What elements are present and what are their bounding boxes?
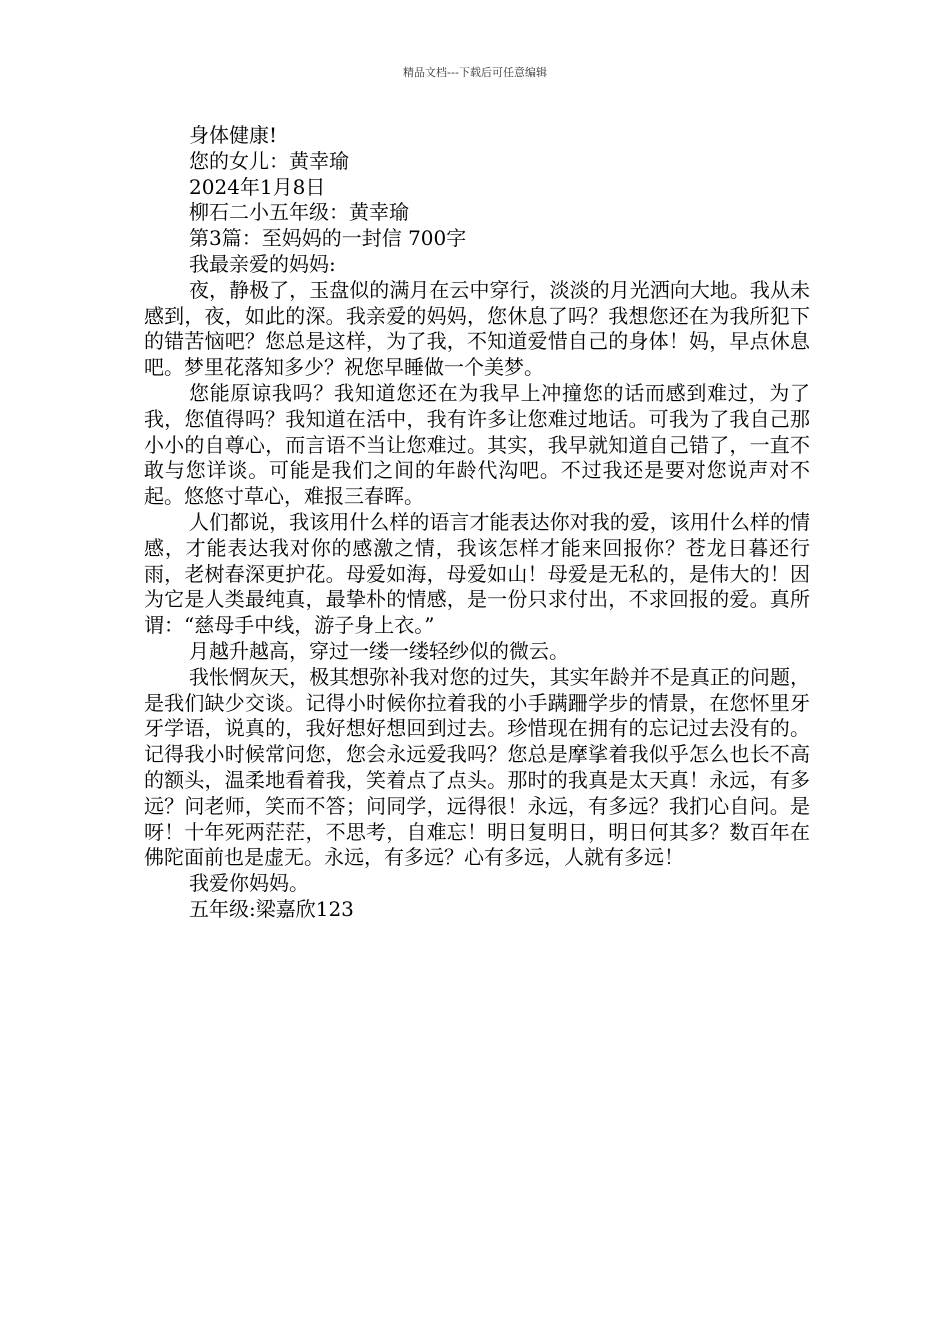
paragraph: 夜，静极了，玉盘似的满月在云中穿行，淡淡的月光洒向大地。我从未感到，夜，如此的深。我亲爱的妈妈，您休息了吗？我想您还在为我所犯下的错苦恼吧？您总是这样，为了我，不知道爱惜自己的身体！妈，早点休息吧。梦里花落知多少？祝您早睡做一个美梦。 [144,277,810,380]
paragraph: 人们都说，我该用什么样的语言才能表达你对我的爱，该用什么样的情感，才能表达我对你的感激之情，我该怎样才能来回报你？苍龙日暮还行雨，老树春深更护花。母爱如海，母爱如山！母爱是无私的，是伟大的！因为它是人类最纯真，最挚朴的情感，是一份只求付出，不求回报的爱。真所谓：“慈母手中线，游子身上衣。” [144,509,810,638]
paragraph: 您能原谅我吗？我知道您还在为我早上冲撞您的话而感到难过，为了我，您值得吗？我知道在活中，我有许多让您难过地话。可我为了我自己那小小的自尊心，而言语不当让您难过。其实，我早就知道自己错了，一直不敢与您详谈。可能是我们之间的年龄代沟吧。不过我还是要对您说声对不起。悠悠寸草心，难报三春晖。 [144,380,810,509]
text-line: 我最亲爱的妈妈: [189,251,336,276]
text-line: 2024年1月8日 [189,174,326,199]
paragraph: 我怅惘灰天，极其想弥补我对您的过失，其实年龄并不是真正的问题，是我们缺少交谈。记得小时候你拉着我的小手蹒跚学步的情景，在您怀里牙牙学语，说真的，我好想好想回到过去。珍惜现在拥有的忘记过去没有的。记得我小时候常问您，您会永远爱我吗？您总是摩挲着我似乎怎么也长不高的额头，温柔地看着我，笑着点了点头。那时的我真是太天真！永远，有多远？问老师，笑而不答；问同学，远得很！永远，有多远？我扪心自问。是呀！十年死两茫茫，不思考，自难忘！明日复明日，明日何其多？数百年在佛陀面前也是虚无。永远，有多远？心有多远，人就有多远！ [144,664,810,870]
text-line: 柳石二小五年级：黄幸瑜 [189,200,409,225]
paragraph: 五年级:梁嘉欣123 [189,896,354,921]
paragraph: 我爱你妈妈。 [189,871,309,896]
text-line: 您的女儿：黄幸瑜 [189,148,349,173]
text-line: 身体健康! [189,123,278,147]
page-header: 精品文档---下载后可任意编辑 [403,66,547,79]
document-body [144,123,810,923]
text-line: 第3篇：至妈妈的一封信 700字 [189,226,467,251]
paragraph: 月越升越高，穿过一缕一缕轻纱似的微云。 [189,638,569,663]
